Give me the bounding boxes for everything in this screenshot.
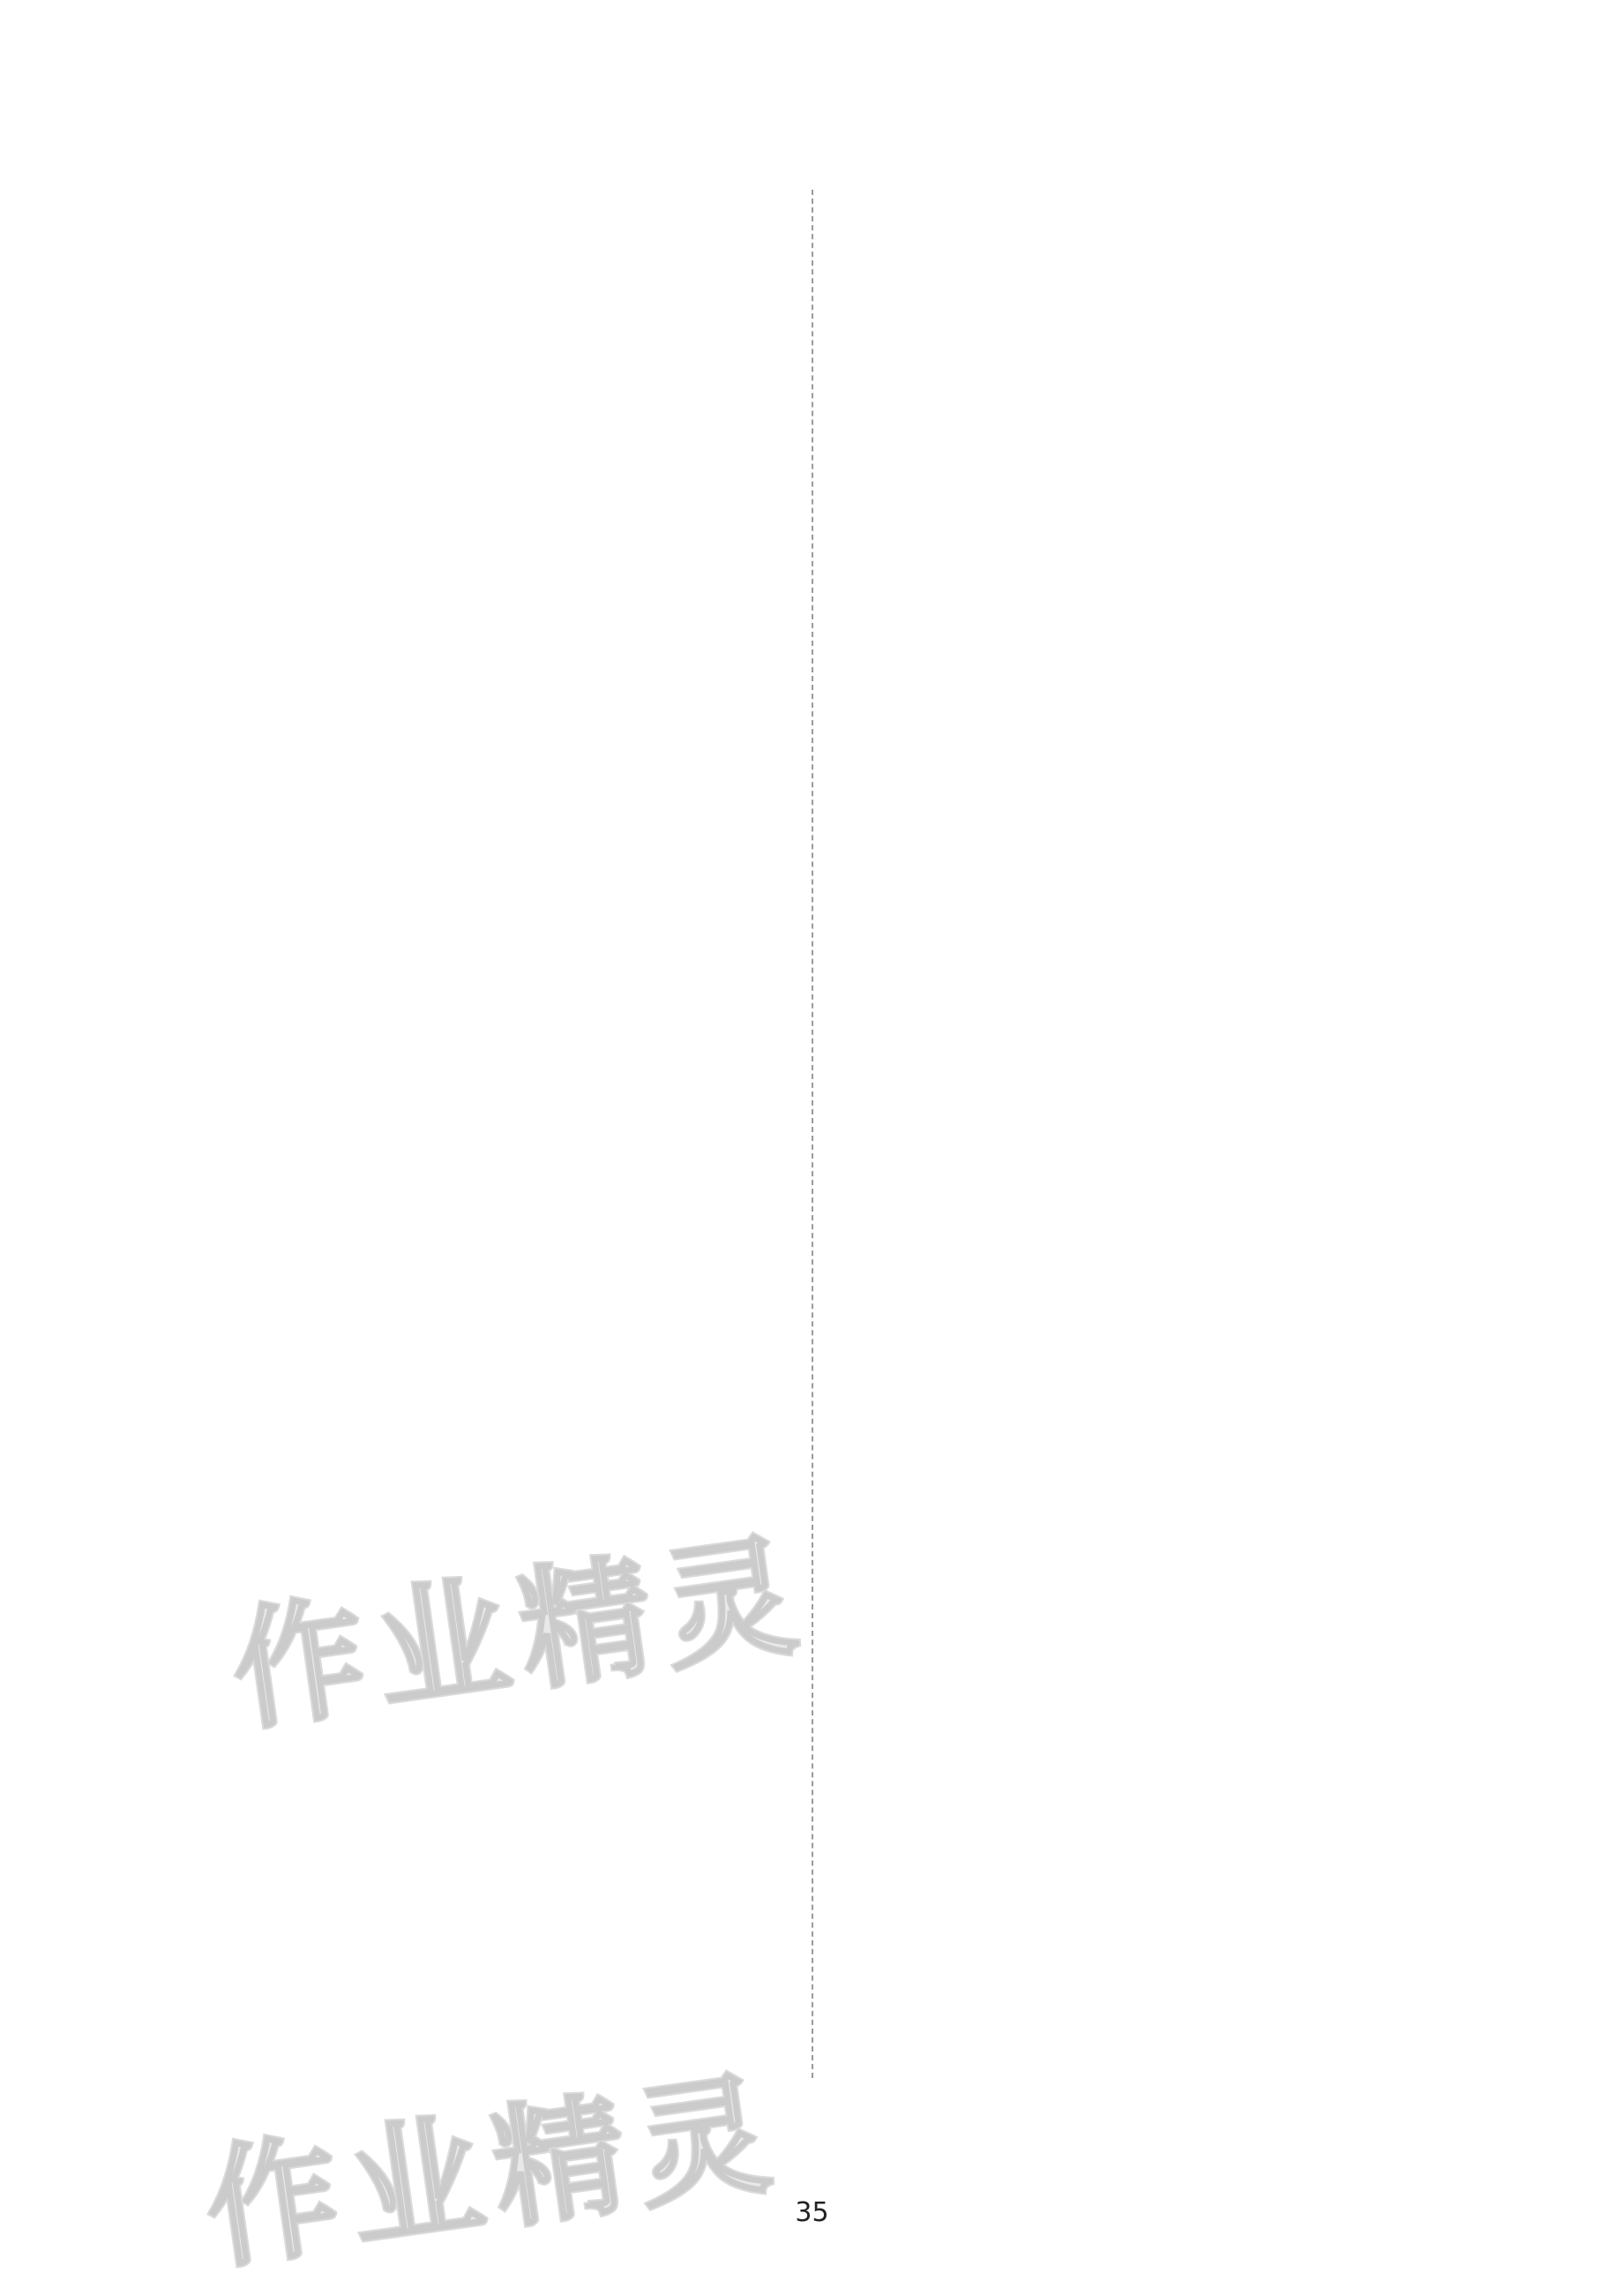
column-divider xyxy=(812,190,813,2078)
watermark: 作业精灵 xyxy=(223,1518,818,1751)
page-number: 35 xyxy=(795,2197,829,2228)
watermark: 作业精灵 xyxy=(197,2056,791,2289)
